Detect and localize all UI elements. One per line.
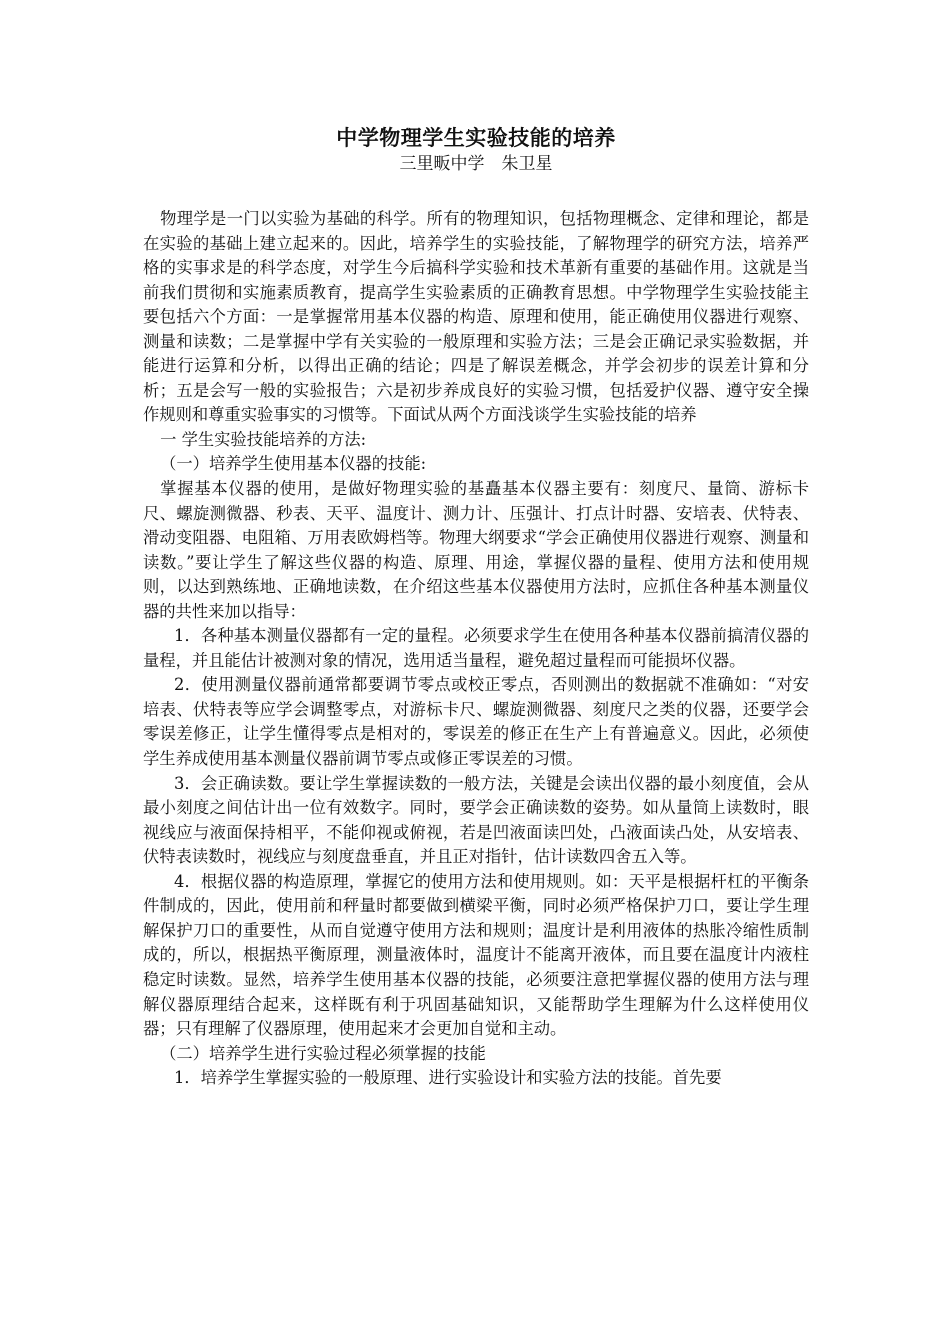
document-title: 中学物理学生实验技能的培养 — [336, 126, 616, 150]
list-item: 1．各种基本测量仪器都有一定的量程。必须要求学生在使用各种基本仪器前搞清仪器的量程，并且能估计被测对象的情况，选用适当量程，避免超过量程而可能损坏仪器。 — [143, 626, 809, 670]
list-item: 2．使用测量仪器前通常都要调节零点或校正零点，否则测出的数据就不准确如：“对安培表、伏特表等应学会调整零点，对游标卡尺、螺旋测微器、刻度尺之类的仪器，还要学会零误差修正，让学生懂得零点是相对的，零误差的修正在生产上有普遍意义。因此，必须使学生养成使用基本测量仪器前调节零点或修正零误差的习惯。 — [143, 675, 809, 769]
intro-paragraph: 物理学是一门以实验为基础的科学。所有的物理知识，包括物理概念、定律和理论，都是在实验的基础上建立起来的。因此，培养学生的实验技能，了解物理学的研究方法，培养严格的实事求是的科学态度，对学生今后搞科学实验和技术革新有重要的基础作用。这就是当前我们贯彻和实施素质教育，提高学生实验素质的正确教育思想。中学物理学生实验技能主要包括六个方面：一是掌握常用基本仪器的构造、原理和使用，能正确使用仪器进行观察、测量和读数；二是掌握中学有关实验的一般原理和实验方法；三是会正确记录实验数据，并能进行运算和分析，以得出正确的结论；四是了解误差概念，并学会初步的误差计算和分析；五是会写一般的实验报告；六是初步养成良好的实验习惯，包括爱护仪器、遵守安全操作规则和尊重实验事实的习惯等。下面试从两个方面浅谈学生实验技能的培养 — [143, 209, 809, 425]
body-paragraph: 掌握基本仪器的使用，是做好物理实验的基矗基本仪器主要有：刻度尺、量筒、游标卡尺、螺旋测微器、秒表、天平、温度计、测力计、压强计、打点计时器、安培表、伏特表、滑动变阻器、电阻箱、万用表欧姆档等。物理大纲要求“学会正确使用仪器进行观察、测量和读数。”要让学生了解这些仪器的构造、原理、用途，掌握仪器的量程、使用方法和使用规则，以达到熟练地、正确地读数，在介绍这些基本仪器使用方法时，应抓住各种基本测量仪器的共性来加以指导： — [143, 479, 809, 621]
author-line: 三里畈中学 朱卫星 — [399, 154, 553, 174]
document-page — [143, 0, 809, 1091]
subsection-heading: （二）培养学生进行实验过程必须掌握的技能 — [160, 1043, 486, 1063]
subsection-heading: （一）培养学生使用基本仪器的技能: — [160, 454, 427, 474]
list-item: 1．培养学生掌握实验的一般原理、进行实验设计和实验方法的技能。首先要 — [173, 1068, 722, 1088]
document-body — [143, 207, 809, 1091]
list-item: 3．会正确读数。要让学生掌握读数的一般方法，关键是会读出仪器的最小刻度值，会从最小刻度之间估计出一位有效数字。同时，要学会正确读数的姿势。如从量筒上读数时，眼视线应与液面保持相平，不能仰视或俯视，若是凹液面读凹处，凸液面读凸处，从安培表、伏特表读数时，视线应与刻度盘垂直，并且正对指针，估计读数四舍五入等。 — [143, 773, 809, 867]
list-item: 4．根据仪器的构造原理，掌握它的使用方法和使用规则。如：天平是根据杆杠的平衡条件制成的，因此，使用前和秤量时都要做到横梁平衡，同时必须严格保护刀口，要让学生理解保护刀口的重要性，从而自觉遵守使用方法和规则；温度计是利用液体的热胀冷缩性质制成的，所以，根据热平衡原理，测量液体时，温度计不能离开液体，而且要在温度计内液柱稳定时读数。显然，培养学生使用基本仪器的技能，必须要注意把掌握仪器的使用方法与理解仪器原理结合起来，这样既有利于巩固基础知识，又能帮助学生理解为什么这样使用仪器；只有理解了仪器原理，使用起来才会更加自觉和主动。 — [143, 871, 809, 1039]
section-heading: 一 学生实验技能培养的方法: — [160, 429, 367, 449]
